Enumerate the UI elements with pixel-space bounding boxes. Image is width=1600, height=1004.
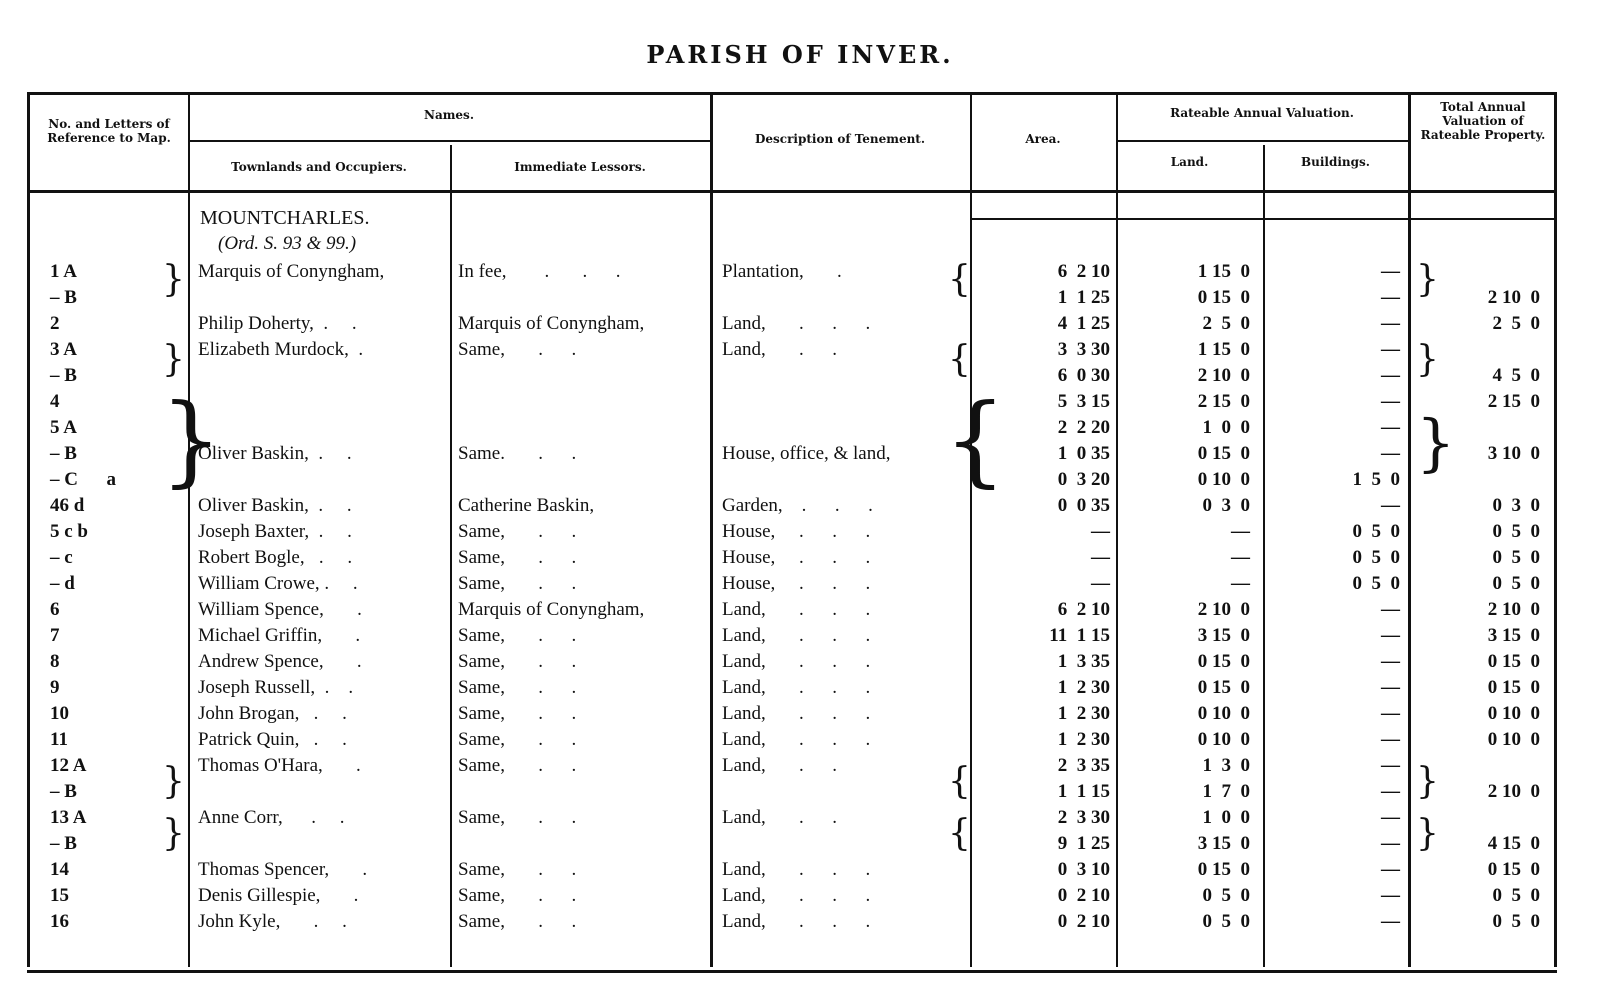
cell-les: In fee, . . . xyxy=(458,261,621,282)
cell-area: 6 0 30 xyxy=(1057,365,1110,386)
cell-occ: Joseph Baxter, . . xyxy=(198,521,352,542)
cell-ref: 14 xyxy=(50,859,69,880)
brace: } xyxy=(162,339,185,380)
cell-les: Catherine Baskin, xyxy=(458,495,595,516)
brace: { xyxy=(948,339,971,380)
header-townlands: Townlands and Occupiers. xyxy=(231,160,407,174)
cell-desc: Land, . . . xyxy=(722,859,871,880)
cell-ref: 13 A xyxy=(50,807,87,828)
cell-area: — xyxy=(1091,521,1110,542)
cell-desc: Land, . . . xyxy=(722,313,871,334)
cell-land: 1 0 0 xyxy=(1202,417,1250,438)
table-row xyxy=(0,701,1600,727)
cell-ref: – B xyxy=(50,365,77,386)
cell-occ: Joseph Russell, . . xyxy=(198,677,354,698)
cell-les: Same, . . xyxy=(458,677,577,698)
cell-land: 0 10 0 xyxy=(1197,729,1250,750)
cell-ref: – B xyxy=(50,443,77,464)
cell-land: 2 5 0 xyxy=(1202,313,1250,334)
cell-land: 1 0 0 xyxy=(1202,807,1250,828)
cell-ref: – d xyxy=(50,573,75,594)
cell-bld: — xyxy=(1381,911,1400,932)
header-ref: No. and Letters of Reference to Map. xyxy=(47,117,171,145)
cell-desc: House, office, & land, xyxy=(722,443,891,464)
table-row xyxy=(0,259,1600,285)
cell-bld: — xyxy=(1381,651,1400,672)
cell-area: 1 1 15 xyxy=(1057,781,1110,802)
page-title: PARISH OF INVER. xyxy=(646,40,954,69)
cell-occ: Robert Bogle, . . xyxy=(198,547,353,568)
cell-occ: John Brogan, . . xyxy=(198,703,347,724)
cell-area: 9 1 25 xyxy=(1057,833,1110,854)
cell-desc: Land, . . . xyxy=(722,651,871,672)
cell-bld: — xyxy=(1381,781,1400,802)
cell-occ: Oliver Baskin, . . xyxy=(198,495,352,516)
cell-bld: — xyxy=(1381,417,1400,438)
cell-bld: — xyxy=(1381,443,1400,464)
cell-desc: Land, . . . xyxy=(722,729,871,750)
cell-bld: — xyxy=(1381,261,1400,282)
cell-tot: 2 10 0 xyxy=(1487,781,1540,802)
cell-bld: — xyxy=(1381,391,1400,412)
cell-land: 0 3 0 xyxy=(1202,495,1250,516)
cell-desc: Land, . . . xyxy=(722,625,871,646)
cell-occ: Patrick Quin, . . xyxy=(198,729,347,750)
cell-les: Marquis of Conyngham, xyxy=(458,313,645,334)
header-buildings: Buildings. xyxy=(1301,155,1370,169)
table-row xyxy=(0,623,1600,649)
cell-ref: 4 xyxy=(50,391,60,412)
cell-area: 0 3 20 xyxy=(1057,469,1110,490)
cell-land: 3 15 0 xyxy=(1197,625,1250,646)
cell-desc: Land, . . . xyxy=(722,911,871,932)
cell-land: 0 15 0 xyxy=(1197,677,1250,698)
cell-tot: 0 5 0 xyxy=(1492,911,1540,932)
cell-land: 0 15 0 xyxy=(1197,287,1250,308)
cell-ref: 7 xyxy=(50,625,60,646)
cell-area: — xyxy=(1091,547,1110,568)
cell-occ: Oliver Baskin, . . xyxy=(198,443,352,464)
cell-land: — xyxy=(1231,547,1250,568)
cell-tot: 0 3 0 xyxy=(1492,495,1540,516)
table-row xyxy=(0,311,1600,337)
cell-land: 0 15 0 xyxy=(1197,859,1250,880)
table-row xyxy=(0,779,1600,805)
table-row xyxy=(0,389,1600,415)
header-valuation: Rateable Annual Valuation. xyxy=(1170,106,1354,120)
cell-area: 1 2 30 xyxy=(1057,703,1110,724)
cell-tot: 0 15 0 xyxy=(1487,859,1540,880)
table-row xyxy=(0,571,1600,597)
cell-ref: – c xyxy=(50,547,73,568)
rule xyxy=(188,140,710,142)
ordnance-survey-ref: (Ord. S. 93 & 99.) xyxy=(218,233,357,254)
brace: } xyxy=(162,813,185,854)
cell-bld: — xyxy=(1381,729,1400,750)
cell-ref: – B xyxy=(50,287,77,308)
cell-land: 2 10 0 xyxy=(1197,599,1250,620)
cell-land: — xyxy=(1231,521,1250,542)
table-row xyxy=(0,363,1600,389)
table-row xyxy=(0,909,1600,935)
cell-occ: Thomas O'Hara, . xyxy=(198,755,361,776)
table-row xyxy=(0,831,1600,857)
cell-land: 0 15 0 xyxy=(1197,651,1250,672)
brace: } xyxy=(162,761,185,802)
cell-area: 3 3 30 xyxy=(1057,339,1110,360)
cell-les: Same, . . xyxy=(458,339,577,360)
cell-land: 1 3 0 xyxy=(1202,755,1250,776)
townland-name: MOUNTCHARLES. xyxy=(200,207,370,229)
brace: } xyxy=(1416,339,1439,380)
cell-ref: 12 A xyxy=(50,755,87,776)
cell-ref: 1 A xyxy=(50,261,77,282)
brace: { xyxy=(948,259,971,300)
cell-tot: 2 15 0 xyxy=(1487,391,1540,412)
table-row xyxy=(0,857,1600,883)
cell-bld: — xyxy=(1381,677,1400,698)
cell-desc: House, . . . xyxy=(722,521,871,542)
cell-bld: — xyxy=(1381,599,1400,620)
brace: } xyxy=(160,384,223,498)
header-description: Description of Tenement. xyxy=(754,132,926,146)
rule xyxy=(1116,140,1408,142)
cell-bld: — xyxy=(1381,755,1400,776)
cell-bld: — xyxy=(1381,495,1400,516)
cell-bld: — xyxy=(1381,859,1400,880)
cell-area: 0 2 10 xyxy=(1057,885,1110,906)
cell-bld: — xyxy=(1381,287,1400,308)
cell-les: Same, . . xyxy=(458,547,577,568)
cell-bld: — xyxy=(1381,339,1400,360)
cell-land: 0 5 0 xyxy=(1202,911,1250,932)
cell-land: 0 15 0 xyxy=(1197,443,1250,464)
table-row xyxy=(0,493,1600,519)
cell-ref: 9 xyxy=(50,677,60,698)
brace: } xyxy=(1416,813,1439,854)
cell-area: 1 3 35 xyxy=(1057,651,1110,672)
cell-tot: 0 15 0 xyxy=(1487,677,1540,698)
table-row xyxy=(0,337,1600,363)
cell-desc: House, . . . xyxy=(722,547,871,568)
cell-les: Same, . . xyxy=(458,625,577,646)
cell-land: 2 15 0 xyxy=(1197,391,1250,412)
brace: } xyxy=(1416,761,1439,802)
table-row xyxy=(0,441,1600,467)
table-row xyxy=(0,415,1600,441)
cell-les: Same, . . xyxy=(458,703,577,724)
cell-occ: Philip Doherty, . . xyxy=(198,313,357,334)
header-names: Names. xyxy=(423,108,474,122)
cell-ref: 8 xyxy=(50,651,60,672)
table-row xyxy=(0,649,1600,675)
cell-land: 1 15 0 xyxy=(1197,339,1250,360)
cell-les: Marquis of Conyngham, xyxy=(458,599,645,620)
cell-occ: Michael Griffin, . xyxy=(198,625,361,646)
cell-tot: 0 5 0 xyxy=(1492,521,1540,542)
cell-area: 0 0 35 xyxy=(1057,495,1110,516)
cell-area: 0 2 10 xyxy=(1057,911,1110,932)
table-row xyxy=(0,883,1600,909)
cell-area: 1 1 25 xyxy=(1057,287,1110,308)
cell-area: 5 3 15 xyxy=(1057,391,1110,412)
cell-bld: 0 5 0 xyxy=(1352,547,1400,568)
cell-desc: Land, . . xyxy=(722,807,838,828)
cell-ref: – B xyxy=(50,833,77,854)
brace: } xyxy=(1416,259,1439,300)
cell-desc: Land, . . xyxy=(722,339,838,360)
table-row xyxy=(0,805,1600,831)
brace: { xyxy=(948,761,971,802)
cell-les: Same, . . xyxy=(458,807,577,828)
header-rule xyxy=(27,190,1557,193)
cell-les: Same, . . xyxy=(458,651,577,672)
cell-occ: Denis Gillespie, . xyxy=(198,885,359,906)
cell-desc: Plantation, . xyxy=(722,261,842,282)
table-row xyxy=(0,519,1600,545)
cell-les: Same, . . xyxy=(458,521,577,542)
cell-land: 0 5 0 xyxy=(1202,885,1250,906)
cell-land: 1 15 0 xyxy=(1197,261,1250,282)
cell-desc: Land, . . xyxy=(722,755,838,776)
table-row xyxy=(0,545,1600,571)
cell-land: 1 7 0 xyxy=(1202,781,1250,802)
cell-bld: — xyxy=(1381,833,1400,854)
cell-area: 1 2 30 xyxy=(1057,677,1110,698)
cell-bld: — xyxy=(1381,625,1400,646)
cell-desc: Land, . . . xyxy=(722,703,871,724)
table-row xyxy=(0,597,1600,623)
cell-tot: 0 10 0 xyxy=(1487,703,1540,724)
cell-ref: 46 d xyxy=(50,495,85,516)
cell-tot: 3 10 0 xyxy=(1487,443,1540,464)
cell-tot: 0 15 0 xyxy=(1487,651,1540,672)
header-area: Area. xyxy=(1025,132,1061,146)
cell-occ: Anne Corr, . . xyxy=(198,807,345,828)
cell-les: Same. . . xyxy=(458,443,577,464)
cell-tot: 2 10 0 xyxy=(1487,599,1540,620)
brace: } xyxy=(162,259,185,300)
header-land: Land. xyxy=(1170,155,1209,169)
cell-desc: Land, . . . xyxy=(722,885,871,906)
cell-ref: 5 A xyxy=(50,417,77,438)
rule xyxy=(972,218,1554,220)
cell-bld: — xyxy=(1381,313,1400,334)
cell-tot: 2 10 0 xyxy=(1487,287,1540,308)
cell-land: 0 10 0 xyxy=(1197,703,1250,724)
cell-occ: William Spence, . xyxy=(198,599,362,620)
cell-ref: 10 xyxy=(50,703,69,724)
cell-area: 6 2 10 xyxy=(1057,599,1110,620)
table-row xyxy=(0,285,1600,311)
cell-ref: 6 xyxy=(50,599,60,620)
cell-occ: Marquis of Conyngham, xyxy=(198,261,385,282)
cell-occ: John Kyle, . . xyxy=(198,911,347,932)
cell-occ: Andrew Spence, . xyxy=(198,651,362,672)
cell-les: Same, . . xyxy=(458,911,577,932)
table-row xyxy=(0,727,1600,753)
cell-area: 4 1 25 xyxy=(1057,313,1110,334)
cell-tot: 3 15 0 xyxy=(1487,625,1540,646)
cell-area: — xyxy=(1091,573,1110,594)
cell-tot: 0 10 0 xyxy=(1487,729,1540,750)
cell-bld: — xyxy=(1381,885,1400,906)
cell-land: 2 10 0 xyxy=(1197,365,1250,386)
cell-bld: — xyxy=(1381,365,1400,386)
cell-desc: Garden, . . . xyxy=(722,495,873,516)
cell-bld: 1 5 0 xyxy=(1352,469,1400,490)
cell-ref: 2 xyxy=(50,313,60,334)
brace: { xyxy=(944,384,1007,498)
cell-occ: Elizabeth Murdock, . xyxy=(198,339,364,360)
cell-land: 3 15 0 xyxy=(1197,833,1250,854)
cell-les: Same, . . xyxy=(458,885,577,906)
cell-les: Same, . . xyxy=(458,729,577,750)
cell-area: 2 3 35 xyxy=(1057,755,1110,776)
cell-ref: 11 xyxy=(50,729,68,750)
cell-bld: 0 5 0 xyxy=(1352,521,1400,542)
cell-les: Same, . . xyxy=(458,573,577,594)
cell-tot: 0 5 0 xyxy=(1492,547,1540,568)
cell-bld: — xyxy=(1381,703,1400,724)
table-row xyxy=(0,675,1600,701)
cell-ref: 3 A xyxy=(50,339,77,360)
cell-bld: — xyxy=(1381,807,1400,828)
cell-land: — xyxy=(1231,573,1250,594)
cell-tot: 4 15 0 xyxy=(1487,833,1540,854)
cell-area: 2 2 20 xyxy=(1057,417,1110,438)
cell-desc: Land, . . . xyxy=(722,677,871,698)
cell-ref: 16 xyxy=(50,911,69,932)
cell-ref: 5 c b xyxy=(50,521,88,542)
cell-occ: Thomas Spencer, . xyxy=(198,859,368,880)
cell-les: Same, . . xyxy=(458,755,577,776)
cell-ref: – B xyxy=(50,781,77,802)
cell-area: 1 2 30 xyxy=(1057,729,1110,750)
cell-bld: 0 5 0 xyxy=(1352,573,1400,594)
cell-ref: 15 xyxy=(50,885,69,906)
cell-ref: – C a xyxy=(50,469,116,490)
cell-area: 1 0 35 xyxy=(1057,443,1110,464)
cell-desc: Land, . . . xyxy=(722,599,871,620)
table-row xyxy=(0,467,1600,493)
cell-area: 11 1 15 xyxy=(1049,625,1110,646)
brace: } xyxy=(1416,406,1456,479)
header-total: Total Annual Valuation of Rateable Property. xyxy=(1420,100,1546,142)
cell-tot: 0 5 0 xyxy=(1492,885,1540,906)
cell-area: 0 3 10 xyxy=(1057,859,1110,880)
cell-tot: 4 5 0 xyxy=(1492,365,1540,386)
cell-tot: 2 5 0 xyxy=(1492,313,1540,334)
cell-les: Same, . . xyxy=(458,859,577,880)
cell-area: 6 2 10 xyxy=(1057,261,1110,282)
table-row xyxy=(0,753,1600,779)
cell-land: 0 10 0 xyxy=(1197,469,1250,490)
header-lessors: Immediate Lessors. xyxy=(514,160,646,174)
cell-desc: House, . . . xyxy=(722,573,871,594)
brace: { xyxy=(948,813,971,854)
cell-tot: 0 5 0 xyxy=(1492,573,1540,594)
cell-area: 2 3 30 xyxy=(1057,807,1110,828)
cell-occ: William Crowe, . . xyxy=(198,573,358,594)
